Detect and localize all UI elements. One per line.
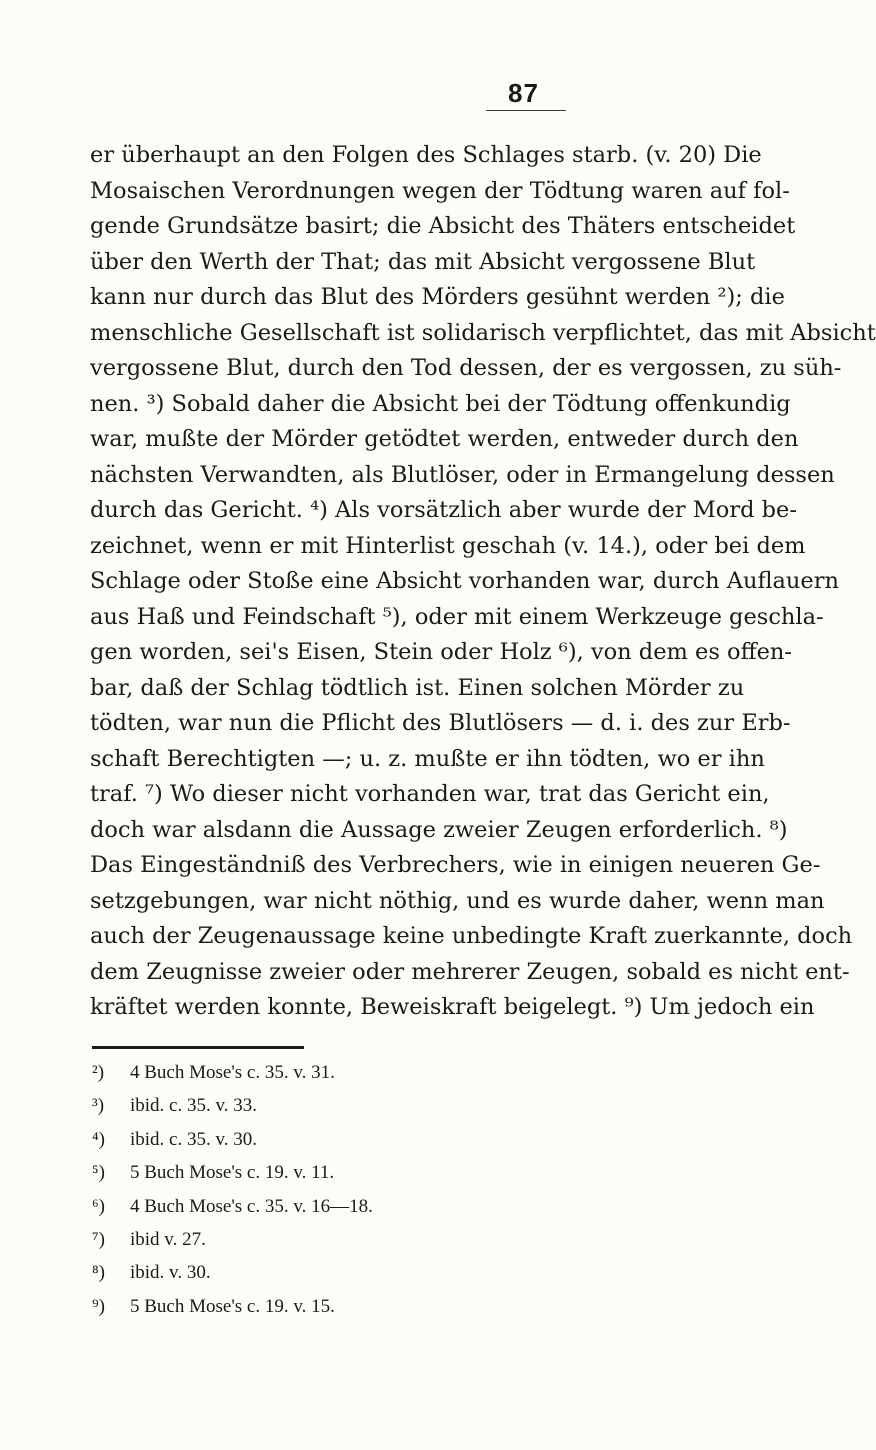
text-line: gende Grundsätze basirt; die Absicht des Thäters entscheidet xyxy=(90,213,796,239)
text-line: traf. ⁷) Wo dieser nicht vorhanden war, trat das Gericht ein, xyxy=(90,781,770,807)
text-line: er überhaupt an den Folgen des Schlages starb. (v. 20) Die xyxy=(90,142,762,168)
footnote-text: 5 Buch Mose's c. 19. v. 15. xyxy=(130,1295,335,1317)
footnote xyxy=(92,1123,592,1156)
text-line: doch war alsdann die Aussage zweier Zeugen erforderlich. ⁸) xyxy=(90,816,788,843)
footnote xyxy=(92,1190,592,1223)
page-number: 87 xyxy=(508,78,539,108)
text-line: aus Haß und Feindschaft ⁵), oder mit einem Werkzeuge geschla- xyxy=(90,603,824,630)
page-number-rule xyxy=(486,110,566,111)
text-line: gen worden, sei's Eisen, Stein oder Holz ⁶), von dem es offen- xyxy=(90,639,792,665)
footnote-text: ibid v. 27. xyxy=(130,1228,206,1250)
footnote-mark: ⁸) xyxy=(92,1262,105,1284)
footnote-text: ibid. v. 30. xyxy=(130,1262,211,1284)
footnote xyxy=(92,1256,592,1289)
footnote-mark: ⁵) xyxy=(92,1162,105,1184)
footnote xyxy=(92,1223,592,1256)
footnote xyxy=(92,1156,592,1189)
text-line: setzgebungen, war nicht nöthig, und es wurde daher, wenn man xyxy=(90,887,825,914)
text-line: Schlage oder Stoße eine Absicht vorhanden war, durch Auflauern xyxy=(90,568,839,594)
text-line: nen. ³) Sobald daher die Absicht bei der Tödtung offenkundig xyxy=(90,390,791,417)
footnote-text: ibid. c. 35. v. 33. xyxy=(130,1095,258,1117)
text-line: vergossene Blut, durch den Tod dessen, der es vergossen, zu süh- xyxy=(90,355,842,381)
body-text xyxy=(90,138,876,1026)
footnote-mark: ⁷) xyxy=(92,1228,105,1250)
text-line: über den Werth der That; das mit Absicht vergossene Blut xyxy=(90,248,756,275)
footnote-mark: ³) xyxy=(92,1095,105,1117)
text-line: kann nur durch das Blut des Mörders gesühnt werden ²); die xyxy=(90,284,785,310)
text-line: schaft Berechtigten —; u. z. mußte er ihn tödten, wo er ihn xyxy=(90,745,765,772)
footnote-rule xyxy=(92,1046,304,1049)
text-line: auch der Zeugenaussage keine unbedingte Kraft zuerkannte, doch xyxy=(90,923,853,949)
text-line: zeichnet, wenn er mit Hinterlist geschah (v. 14.), oder bei dem xyxy=(90,532,806,559)
text-line: Das Eingeständniß des Verbrechers, wie in einigen neueren Ge- xyxy=(90,852,821,878)
footnote xyxy=(92,1290,592,1323)
footnote xyxy=(92,1089,592,1122)
footnote xyxy=(92,1056,592,1089)
text-line: durch das Gericht. ⁴) Als vorsätzlich aber wurde der Mord be- xyxy=(90,497,797,523)
footnote-mark: ²) xyxy=(92,1062,105,1083)
footnote-mark: ⁹) xyxy=(92,1295,105,1317)
text-line: dem Zeugnisse zweier oder mehrerer Zeugen, sobald es nicht ent- xyxy=(90,958,850,985)
text-line: kräftet werden konnte, Beweiskraft beigelegt. ⁹) Um jedoch ein xyxy=(90,994,815,1020)
footnotes xyxy=(92,1056,592,1323)
footnote-text: 4 Buch Mose's c. 35. v. 31. xyxy=(130,1062,335,1083)
footnote-text: ibid. c. 35. v. 30. xyxy=(130,1128,258,1150)
text-line: menschliche Gesellschaft ist solidarisch verpflichtet, das mit Absicht xyxy=(90,319,876,346)
footnote-mark: ⁴) xyxy=(92,1128,105,1150)
footnote-text: 5 Buch Mose's c. 19. v. 11. xyxy=(130,1162,335,1184)
text-line: Mosaischen Verordnungen wegen der Tödtung waren auf fol- xyxy=(90,177,790,204)
text-line: tödten, war nun die Pflicht des Blutlösers — d. i. des zur Erb- xyxy=(90,710,791,736)
footnote-text: 4 Buch Mose's c. 35. v. 16—18. xyxy=(130,1195,373,1217)
text-line: war, mußte der Mörder getödtet werden, entweder durch den xyxy=(90,426,799,452)
footnote-mark: ⁶) xyxy=(92,1195,105,1217)
text-line: bar, daß der Schlag tödtlich ist. Einen solchen Mörder zu xyxy=(90,674,745,701)
text-line: nächsten Verwandten, als Blutlöser, oder in Ermangelung dessen xyxy=(90,461,835,488)
